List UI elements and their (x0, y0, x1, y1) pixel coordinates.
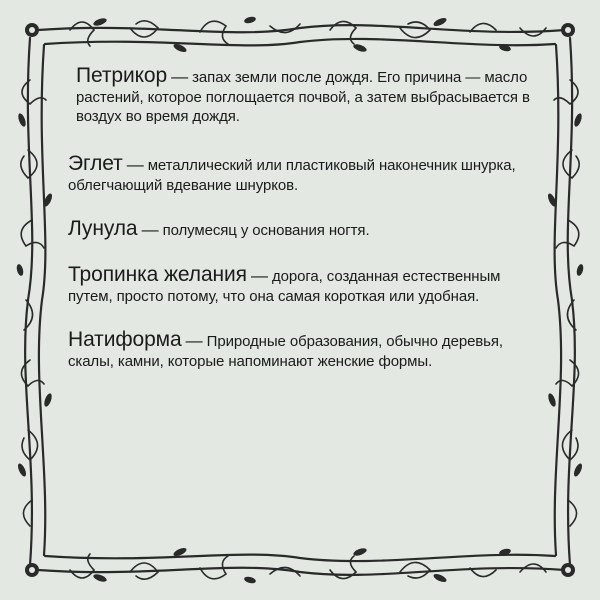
entry-definition: металлический или пластиковый наконечник шнурка, облегчающий вдевание шнурков. (68, 157, 516, 194)
entry-dash: — (171, 67, 189, 86)
entry-term: Натиформа (68, 328, 182, 351)
entry-term: Петрикор (76, 64, 168, 87)
entry-dash: — (251, 266, 268, 285)
entry-desire-path (68, 263, 538, 306)
entry-dash: — (126, 155, 144, 174)
entry-dash: — (185, 331, 203, 350)
entry-dash: — (141, 220, 159, 239)
entry-petrichor (76, 64, 538, 126)
entry-lunula (68, 217, 538, 241)
entry-definition: запах земли после дождя. Его причина — масло растений, которое поглощается почвой, а затем выбрасывается в воздух во время дождя. (76, 69, 530, 125)
entry-aglet (68, 152, 538, 195)
entry-definition: Природные образования, обычно деревья, скалы, камни, которые напоминают женские формы. (68, 333, 503, 370)
entry-term: Лунула (68, 217, 138, 240)
entry-definition: дорога, созданная естественным путем, просто потому, что она самая короткая или удобная. (68, 268, 501, 305)
entry-term: Эглет (68, 152, 123, 175)
entry-natiform (68, 328, 538, 371)
entry-definition: полумесяц у основания ногтя. (162, 222, 370, 239)
definitions-list (68, 64, 538, 391)
entry-term: Тропинка желания (68, 263, 247, 286)
